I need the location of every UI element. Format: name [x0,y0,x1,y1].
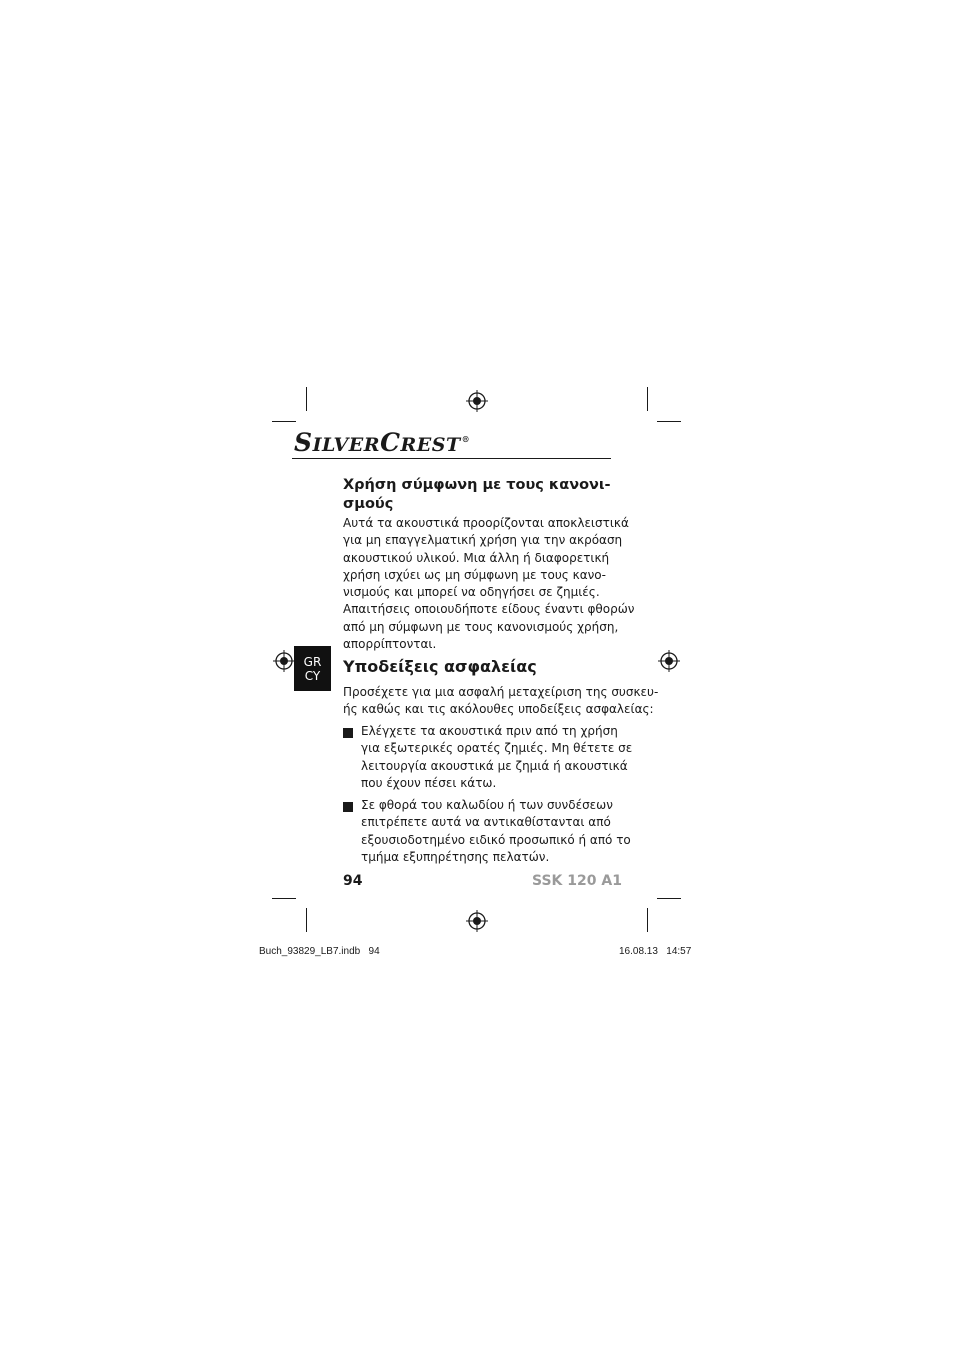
model-number: SSK 120 A1 [532,873,622,889]
crop-mark [647,908,648,932]
crop-mark [306,387,307,411]
header-rule [292,458,611,459]
registration-mark-icon [273,650,295,672]
bullet-square-icon [343,728,353,738]
registration-mark-icon [466,910,488,932]
list-item: Ελέγχετε τα ακουστικά πριν από τη χρήση για εξωτερικές ορατές ζημιές. Μη θέτετε σε λειτουργία ακουστικά με ζημιά ή ακουστικά που έχουν πέσει κάτω. [361,724,633,790]
section-heading-safety: Υποδείξεις ασφαλείας [343,657,537,676]
crop-mark [657,421,681,422]
intended-use-paragraph: Αυτά τα ακουστικά προορίζονται αποκλειστικά για μη επαγγελματική χρήση για την ακρόαση ακουστικού υλικού. Μια άλλη ή διαφορετική χρήση ισχύει ως μη σύμφωνη με τους κανο- νισμούς και μπορεί να οδηγήσει σε ζημιές. Απαιτήσεις οποιουδήποτε είδους έναντι φθορών από μη σύμφωνη με τους κανονισμούς χρήση, απορρίπτονται. [343,516,635,652]
crop-mark [647,387,648,411]
registration-mark-icon [466,390,488,412]
language-tab: GR CY [294,646,331,691]
crop-mark [272,421,296,422]
registration-mark-icon [658,650,680,672]
crop-mark [657,898,681,899]
safety-intro-paragraph: Προσέχετε για μια ασφαλή μεταχείριση της συσκευ- ής καθώς και τις ακόλουθες υποδείξεις ασφαλείας: [343,685,659,717]
brand-logo: SILVERCREST® [294,428,471,457]
print-slug-datetime: 16.08.13 14:57 [619,946,692,957]
page-number: 94 [343,873,363,889]
print-slug-file: Buch_93829_LB7.indb 94 [259,946,380,957]
section-heading-intended-use: Χρήση σύμφωνη με τους κανονι- σμούς [343,477,611,512]
bullet-square-icon [343,802,353,812]
crop-mark [272,898,296,899]
crop-mark [306,908,307,932]
list-item: Σε φθορά του καλωδίου ή των συνδέσεων επιτρέπετε αυτά να αντικαθίστανται από εξουσιοδοτημένο ειδικό προσωπικό ή από το τμήμα εξυπηρέτησης πελατών. [361,798,631,864]
